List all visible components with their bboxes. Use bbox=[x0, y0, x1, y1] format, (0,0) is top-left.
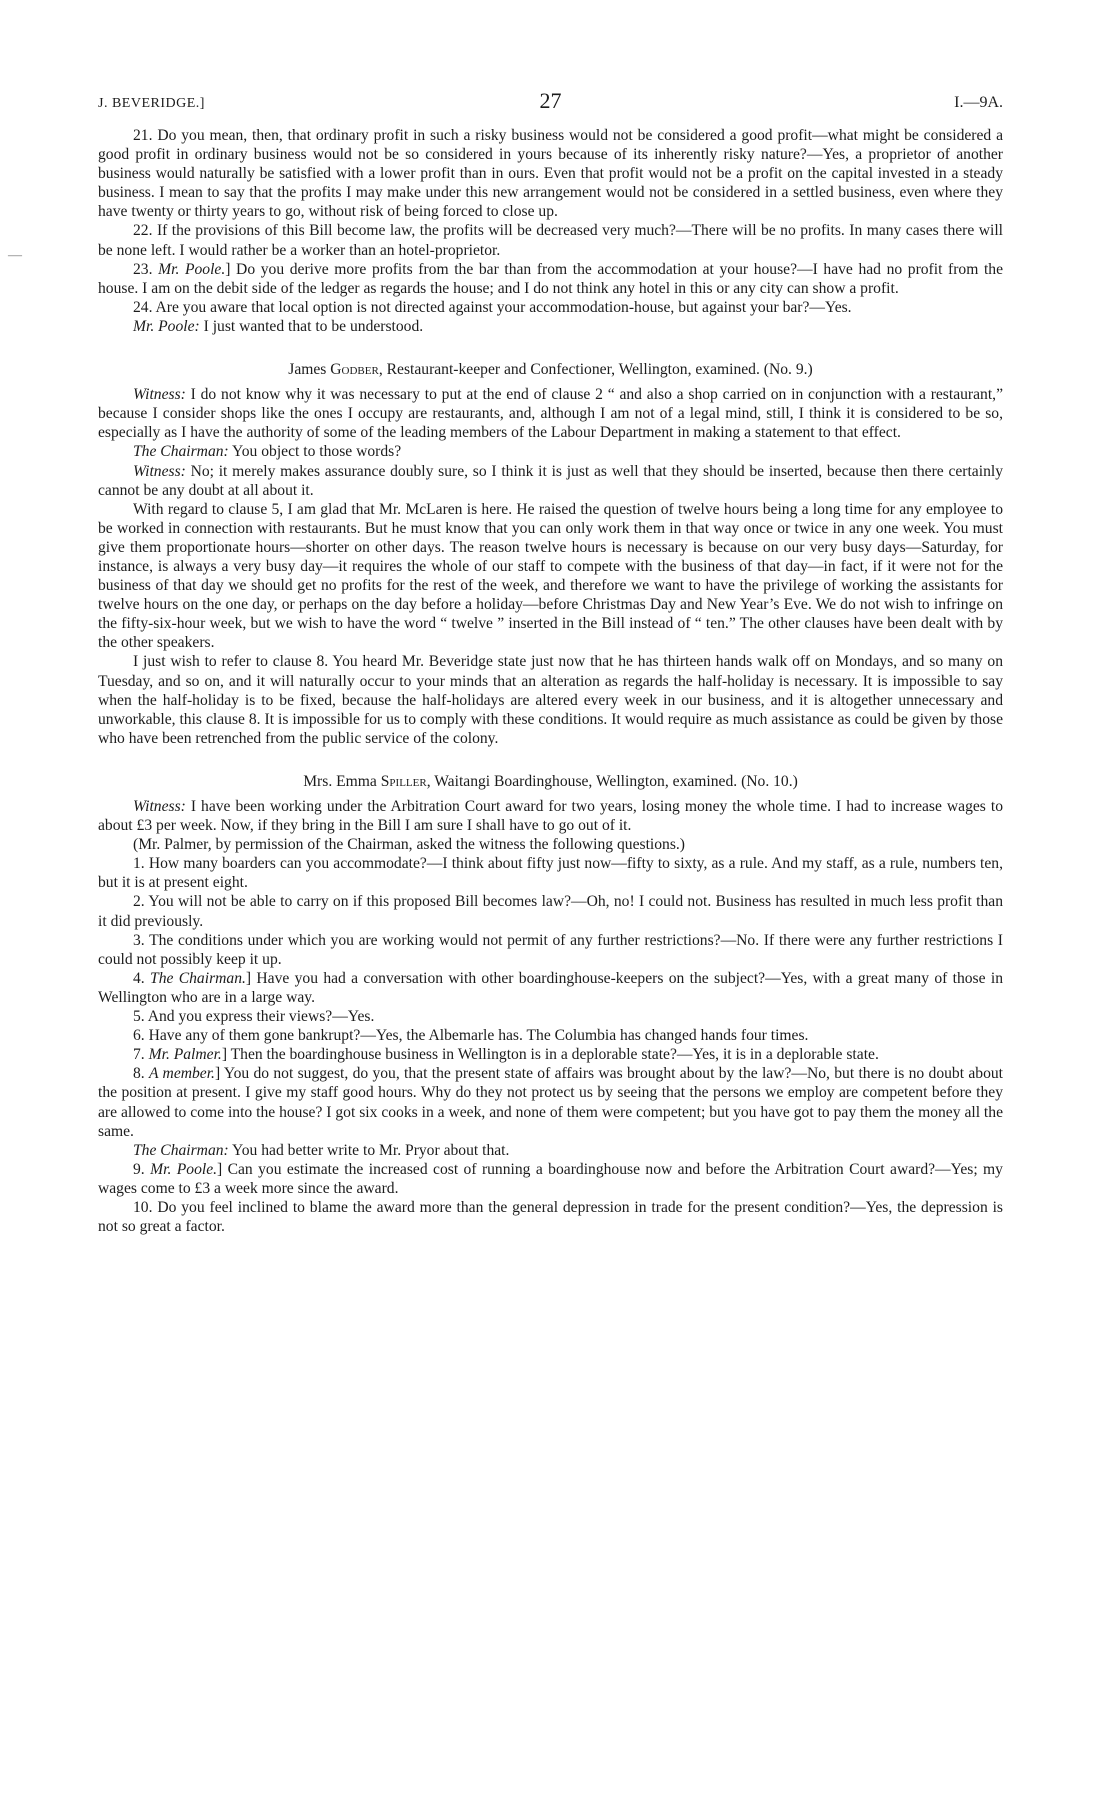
godber-witness-statement bbox=[98, 385, 1003, 442]
speaker-name: Mr. Palmer. bbox=[148, 1046, 222, 1064]
spiller-heading bbox=[98, 772, 1003, 791]
speaker-name: Mr. Poole. bbox=[158, 260, 226, 278]
question-text: ] Do you derive more profits from the bar than from the accommodation at your house?—I have had no profit from the house. I am on the debit side of the ledger as regards the house; and I do not think any hotel in this or any city can show a profit. bbox=[98, 260, 1004, 297]
godber-heading bbox=[98, 360, 1003, 379]
question-number: 4. bbox=[133, 969, 145, 987]
question-8 bbox=[98, 1064, 1003, 1140]
question-2: 2. You will not be able to carry on if this proposed Bill becomes law?—Oh, no! I could not. Business has resulted in much less profit than it did previously. bbox=[98, 893, 1003, 930]
question-number: 8. bbox=[133, 1065, 145, 1083]
question-number: 23. bbox=[133, 260, 153, 278]
speaker-name: Witness: bbox=[133, 798, 186, 815]
document-page bbox=[98, 88, 1003, 1236]
witness-first-name: Emma bbox=[336, 772, 377, 790]
witness-description: , Restaurant-keeper and Confectioner, Wellington, examined. (No. 9.) bbox=[378, 361, 813, 379]
poole-remark bbox=[98, 317, 1003, 336]
speaker-name: Witness: bbox=[133, 386, 186, 404]
beveridge-evidence bbox=[98, 126, 1003, 336]
question-5: 5. And you express their views?—Yes. bbox=[133, 1008, 375, 1026]
statement-text: I do not know why it was necessary to put at the end of clause 2 “ and also a shop carried on in conjunction with a restaurant,” because I consider shops like the ones I occupy are restaurants, and, although I am not of a legal mind, still, I think it is considered to be so, especially as I have the authority of some of the leading members of the Labour Department in making a statement to that effect. bbox=[98, 386, 1003, 442]
question-number: 7. bbox=[133, 1046, 145, 1064]
question-21: 21. Do you mean, then, that ordinary profit in such a risky business would not be considered a good profit—what might be considered a good profit in ordinary business would not be so considered in yours because of its inherently risky nature?—Yes, a proprietor of another business would naturally be satisfied with a lower profit than in ours. Even that profit would not be a profit on the capital invested in a steady business. I mean to say that the profits I may make under this new arrangement would not be considered in a settled business, even where they have twenty or thirty years to go, without risk of being forced to close up. bbox=[98, 127, 1003, 221]
speaker-name: Mr. Poole: bbox=[133, 317, 200, 335]
question-6: 6. Have any of them gone bankrupt?—Yes, the Albemarle has. The Columbia has changed hands four times. bbox=[133, 1027, 809, 1045]
remark-text: You had better write to Mr. Pryor about that. bbox=[228, 1141, 510, 1159]
clause-5-paragraph: With regard to clause 5, I am glad that Mr. McLaren is here. He raised the question of twelve hours being a long time for any employee to be worked in connection with restaurants. But he must know that you can only work them in that way once or twice in any one week. You must give them proportionate hours—shorter on other days. The reason twelve hours is necessary is because on our very busy days—Saturday, for instance, is always a very busy day—it requires the whole of our staff to compete with the business of that day—in fact, if it were not for the business of that day we should get no profits for the rest of the week, and therefore we want to have the privilege of working the assistants for twelve hours on the one day, or perhaps on the day before a holiday—before Christmas Day and New Year’s Eve. We do not wish to infringe on the fifty-six-hour week, but we wish to have the word “ twelve ” inserted in the Bill instead of “ ten.” The other clauses have been dealt with by the other speakers. bbox=[98, 500, 1003, 652]
speaker-name: The Chairman: bbox=[133, 443, 229, 461]
palmer-note: (Mr. Palmer, by permission of the Chairman, asked the witness the following questions.) bbox=[133, 836, 686, 854]
chairman-question bbox=[98, 442, 1003, 461]
question-4 bbox=[98, 969, 1003, 1007]
speaker-name: Witness: bbox=[133, 462, 186, 480]
godber-witness-reply bbox=[98, 462, 1003, 500]
reply-text: No; it merely makes assurance doubly sure, so I think it is just as well that they should be inserted, because then there certainly cannot be any doubt at all about it. bbox=[98, 462, 1003, 499]
question-24: 24. Are you aware that local option is not directed against your accommodation-house, but against your bar?—Yes. bbox=[133, 298, 852, 316]
page-header bbox=[98, 88, 1003, 120]
statement-text: I have been working under the Arbitration Court award for two years, losing money the whole time. I had to increase wages to about £3 per week. Now, if they bring in the Bill I am sure I shall have to go out of it. bbox=[98, 798, 1003, 835]
margin-dash-mark: — bbox=[8, 248, 22, 263]
witness-title: Mrs. bbox=[303, 772, 337, 790]
spiller-evidence bbox=[98, 797, 1003, 1236]
question-7 bbox=[98, 1045, 1003, 1064]
question-text: You object to those words? bbox=[228, 443, 402, 461]
witness-first-name: James bbox=[288, 361, 327, 379]
page-number: 27 bbox=[539, 88, 562, 113]
question-22: 22. If the provisions of this Bill become law, the profits will be decreased very much?—There will be no profits. In many cases there will be none left. I would rather be a worker than an hotel-proprietor. bbox=[98, 222, 1003, 259]
header-witness-name: J. BEVERIDGE.] bbox=[98, 96, 205, 111]
speaker-name: Mr. Poole. bbox=[150, 1160, 218, 1178]
speaker-name: The Chairman. bbox=[150, 969, 246, 987]
spiller-witness-statement bbox=[98, 797, 1003, 835]
remark-text: I just wanted that to be understood. bbox=[199, 317, 424, 335]
question-text: ] Then the boardinghouse business in Wellington is in a deplorable state?—Yes, it is in a deplorable state. bbox=[221, 1046, 879, 1064]
question-text: ] Have you had a conversation with other boardinghouse-keepers on the subject?—Yes, with a great many of those in Wellington who are in a large way. bbox=[98, 969, 1003, 1006]
speaker-name: The Chairman: bbox=[133, 1141, 229, 1159]
witness-description: , Waitangi Boardinghouse, Wellington, examined. (No. 10.) bbox=[426, 772, 798, 790]
header-paper-ref: I.—9A. bbox=[954, 94, 1003, 111]
question-number: 9. bbox=[133, 1160, 145, 1178]
question-10: 10. Do you feel inclined to blame the award more than the general depression in trade for the present condition?—Yes, the depression is not so great a factor. bbox=[98, 1198, 1003, 1236]
question-1: 1. How many boarders can you accommodate?—I think about fifty just now—fifty to sixty, as a rule. And my staff, as a rule, numbers ten, but it is at present eight. bbox=[98, 855, 1003, 892]
question-text: ] You do not suggest, do you, that the present state of affairs was brought about by the law?—No, but there is no doubt about the position at present. I give my staff good hours. Why do they not protect us by seeing that the persons we employ are competent before they are allowed to come into the house? I got six cooks in a week, and none of them were competent; but you have got to pay them the money all the same. bbox=[98, 1065, 1003, 1140]
godber-evidence bbox=[98, 385, 1003, 748]
speaker-name: A member. bbox=[149, 1065, 215, 1083]
witness-last-name: Godber bbox=[330, 361, 379, 379]
question-23 bbox=[98, 260, 1003, 298]
question-3: 3. The conditions under which you are working would not permit of any further restrictions?—No. If there were any further restrictions I could not possibly keep it up. bbox=[98, 931, 1003, 968]
question-text: ] Can you estimate the increased cost of running a boardinghouse now and before the Arbitration Court award?—Yes; my wages come to £3 a week more since the award. bbox=[98, 1160, 1003, 1197]
clause-8-paragraph: I just wish to refer to clause 8. You heard Mr. Beveridge state just now that he has thirteen hands walk off on Mondays, and so many on Tuesday, and so on, and it will naturally occur to your minds that an alteration as regards the half-holiday is necessary. It is impossible to say when the half-holiday is to be fixed, because the half-holidays are altered every week in our business, and it is altogether unnecessary and unworkable, this clause 8. It is impossible for us to comply with these conditions. It would require as much assistance as could be given by those who have been retrenched from the public service of the colony. bbox=[98, 653, 1003, 747]
chairman-remark bbox=[98, 1141, 1003, 1160]
question-9 bbox=[98, 1160, 1003, 1198]
witness-last-name: Spiller bbox=[380, 772, 427, 790]
